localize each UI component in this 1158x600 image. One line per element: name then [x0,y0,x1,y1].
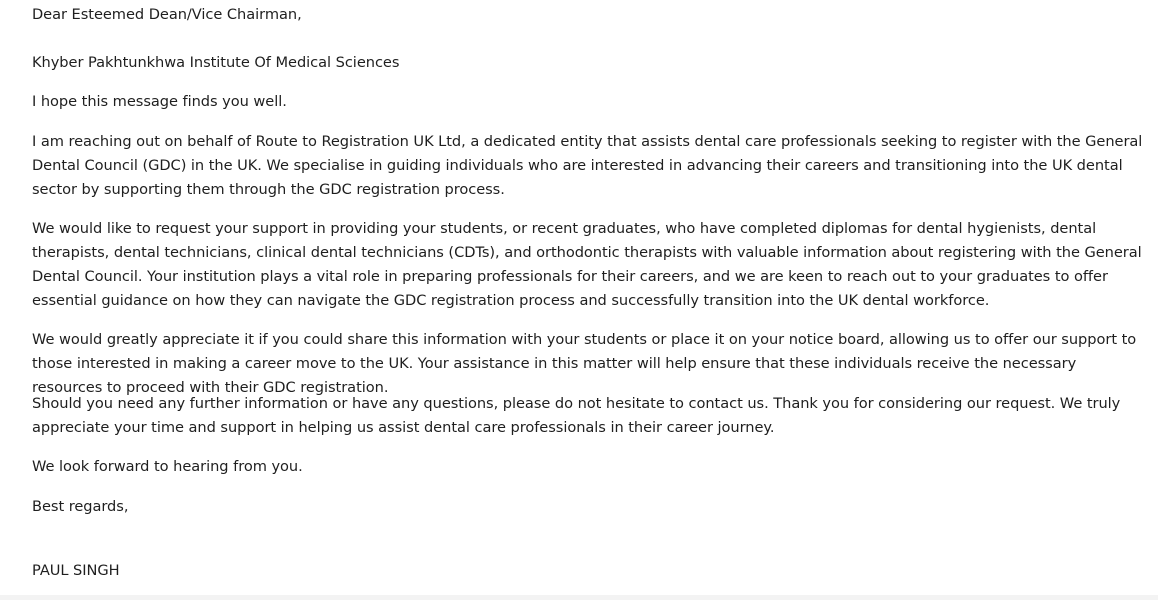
bottom-divider [0,595,1158,600]
greeting-line: I hope this message finds you well. [32,93,287,110]
salutation: Dear Esteemed Dean/Vice Chairman, [32,6,302,23]
paragraph-intro: I am reaching out on behalf of Route to Registration UK Ltd, a dedicated entity that assists dental care professionals seeking to register with the General Dental Council (GDC) in the UK. We specialise in guiding individuals who are interested in advancing their careers and transitioning into the UK dental sector by supporting them through the GDC registration process. [32,133,1143,198]
closing-line: We look forward to hearing from you. [32,458,303,475]
recipient-institute: Khyber Pakhtunkhwa Institute Of Medical Sciences [32,54,400,71]
paragraph-request: We would like to request your support in providing your students, or recent graduates, who have completed diplomas for dental hygienists, dental therapists, dental technicians, clinical dental technicians (CDTs), and orthodontic therapists with valuable information about registering with the General Dental Council. Your institution plays a vital role in preparing professionals for their careers, and we are keen to reach out to your graduates to offer essential guidance on how they can navigate the GDC registration process and successfully transition into the UK dental workforce. [32,220,1142,309]
paragraph-contact: Should you need any further information or have any questions, please do not hesitate to contact us. Thank you for considering our request. We truly appreciate your time and support in helping us assist dental care professionals in their career journey. [32,395,1121,436]
paragraph-share: We would greatly appreciate it if you could share this information with your students or place it on your notice board, allowing us to offer our support to those interested in making a career move to the UK. Your assistance in this matter will help ensure that these individuals receive the necessary resources to proceed with their GDC registration. [32,331,1137,396]
sign-off: Best regards, [32,498,129,515]
signature-name: PAUL SINGH [32,562,120,579]
